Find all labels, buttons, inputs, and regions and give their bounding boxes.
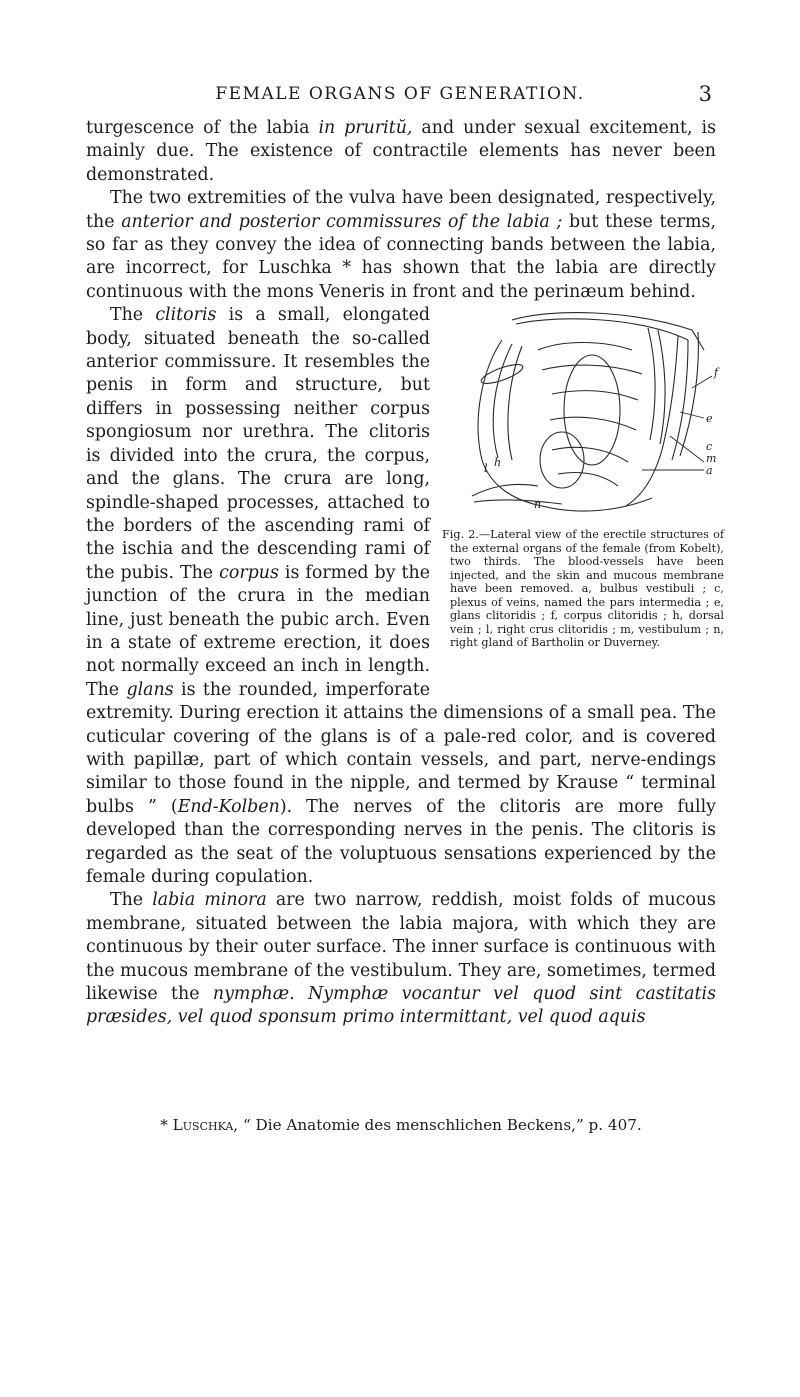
term-end-kolben: End-Kolben — [177, 796, 280, 817]
paragraph-commissures — [86, 187, 716, 304]
figure-number: Fig. 2. — [442, 528, 479, 542]
text-run: The two extremities of the vulva have been designated, respectively, the — [86, 188, 716, 232]
erectile-structures-illustration — [442, 310, 724, 520]
footnote — [86, 1115, 716, 1135]
figure-caption-text: —Lateral view of the erectile structures of the external organs of the female (from Kobelt), two thirds. The blood-vessels have been injected, and the skin and mucous membrane have been removed. a, bulbus vestibuli ; c, plexus of veins, named the pars intermedia ; e, glans clitoridis ; f, corpus clitoridis ; h, dorsal vein ; l, right crus clitoridis ; m, vestibulum ; n, right gland of Bartholin or Duverney. — [450, 528, 724, 650]
text-run: turgescence of the labia — [86, 118, 319, 138]
text-run: and under sexual excitement, is mainly due. The existence of contractile elements has never been demonstrated. — [86, 118, 716, 185]
running-title: FEMALE ORGANS OF GENERATION. — [215, 84, 585, 104]
paragraph-continued — [86, 117, 716, 187]
latin-quotation: Nymphæ vocantur vel quod sint castitatis præsides, vel quod sponsum primo intermittant, vel quod aquis — [86, 984, 717, 1028]
paragraph-labia-minora: The labia minora are two narrow, reddish, moist folds of mucous membrane, situated between the labia majora, with which they are continuous by their outer surface. The inner surface is continuous with the mucous membrane of the vestibulum. They are, sometimes, termed likewise the nymphæ. Nymphæ vocantur vel quod sint castitatis præsides, vel quod sponsum primo intermittant, vel quod aquis — [86, 890, 717, 1028]
term-labia-minora: labia minora — [152, 890, 267, 911]
term-glans: glans — [126, 679, 174, 700]
label-f: f — [714, 366, 719, 380]
figure-caption — [442, 528, 724, 650]
label-h: h — [494, 456, 502, 470]
label-n: n — [534, 498, 542, 512]
label-c: c — [706, 440, 713, 454]
term-nymphae: nymphæ. — [212, 984, 295, 1005]
footnote-text: , “ Die Anatomie des menschlichen Beckens,” p. 407. — [233, 1116, 642, 1134]
body-text — [86, 117, 724, 1030]
page-number: 3 — [698, 82, 712, 106]
footnote-marker: * — [160, 1116, 173, 1134]
figure-2 — [442, 310, 724, 695]
label-e: e — [706, 412, 713, 426]
text-run: but these terms, so far as they convey the idea of connecting bands between the labia, are incorrect, for Luschka * has shown that the labia are directly continuous with the mons Veneris in front and the perinæum behind. — [86, 211, 716, 302]
footnote-author: Luschka — [172, 1116, 234, 1134]
term-clitoris: clitoris — [155, 305, 217, 326]
italic-term: in pruritŭ, — [318, 118, 413, 138]
running-head — [0, 82, 800, 112]
label-a: a — [706, 464, 713, 478]
label-l: l — [484, 462, 488, 476]
term-corpus: corpus — [219, 562, 279, 583]
label-m: m — [706, 452, 717, 466]
paragraph-clitoris: The clitoris is a small, elongated body, situated beneath the so-called anterior commissure. It resembles the penis in form and structure, but differs in possessing neither corpus spongiosum nor urethra. The clitoris is divided into the crura, the corpus, and the glans. The crura are long, spindle-shaped processes, attached to the borders of the ascending rami of the ischia and the descending rami of the pubis. The corpus is formed by the junction of the crura in the median line, just beneath the pubic arch. Even in a state of extreme erection, it does not normally exceed an inch in length. The glans is the rounded, imperforate extremity. During erection it attains the dimensions of a small pea. The cuticular covering of the glans is of a pale-red color, and is covered with papillæ, part of which contain vessels, and part, nerve-endings similar to those found in the nipple, and termed by Krause “ terminal bulbs ” (End-Kolben). The nerves of the clitoris are more fully developed than the corresponding nerves in the penis. The clitoris is regarded as the seat of the voluptuous sensations experienced by the female during copulation. — [86, 305, 717, 887]
italic-term: anterior and posterior commissures of the labia ; — [121, 211, 563, 232]
